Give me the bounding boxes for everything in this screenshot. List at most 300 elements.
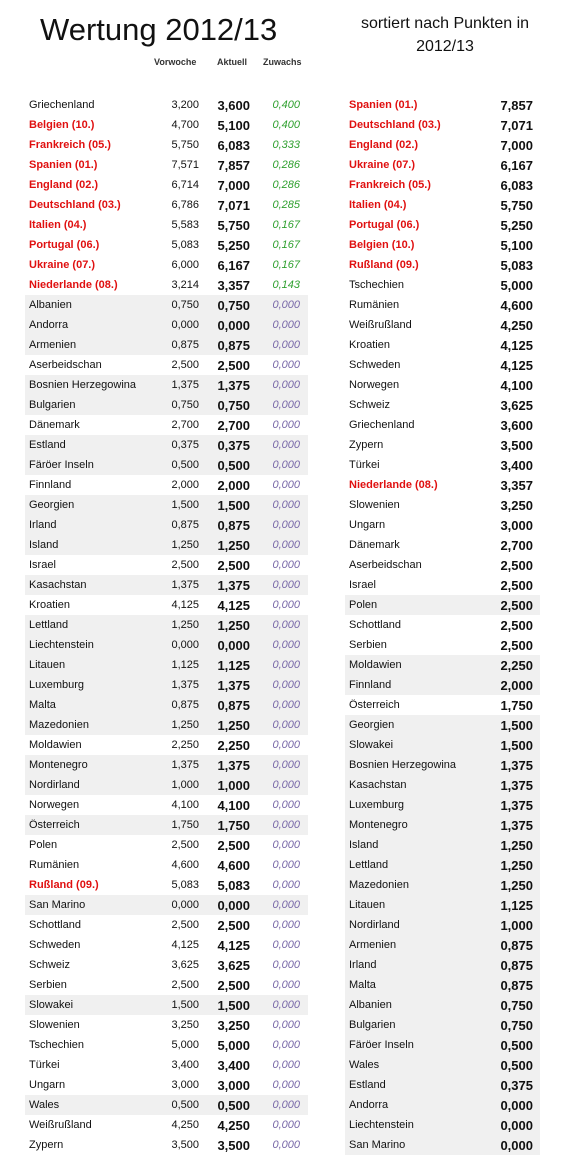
aktuell-value: 2,500: [217, 837, 250, 853]
ranking-table-weekly: [25, 95, 308, 1155]
table-row: [25, 675, 308, 695]
country-name: Tschechien: [349, 279, 405, 291]
table-row: [345, 495, 540, 515]
country-name: Polen: [29, 839, 58, 851]
points-value: 1,375: [500, 757, 533, 773]
table-row: [25, 175, 308, 195]
table-row: [345, 575, 540, 595]
table-row: [25, 815, 308, 835]
country-name: Ukraine (07.): [29, 259, 96, 271]
vorwoche-value: 2,000: [171, 479, 199, 491]
country-name: Armenien: [29, 339, 77, 351]
vorwoche-value: 1,375: [171, 759, 199, 771]
vorwoche-value: 1,250: [171, 539, 199, 551]
table-row: [345, 455, 540, 475]
vorwoche-value: 2,500: [171, 559, 199, 571]
aktuell-value: 1,250: [217, 537, 250, 553]
table-row: [25, 375, 308, 395]
country-name: Island: [29, 539, 59, 551]
table-row: [25, 1075, 308, 1095]
table-row: [345, 315, 540, 335]
table-row: [25, 655, 308, 675]
country-name: Färöer Inseln: [29, 459, 94, 471]
table-row: [25, 975, 308, 995]
table-row: [25, 135, 308, 155]
zuwachs-value: 0,000: [272, 1039, 300, 1051]
country-name: Schweden: [349, 359, 401, 371]
header-vorwoche: Vorwoche: [154, 57, 197, 67]
country-name: Andorra: [29, 319, 69, 331]
vorwoche-value: 5,083: [171, 879, 199, 891]
aktuell-value: 3,000: [217, 1077, 250, 1093]
vorwoche-value: 2,500: [171, 359, 199, 371]
points-value: 1,375: [500, 817, 533, 833]
points-value: 1,500: [500, 737, 533, 753]
aktuell-value: 0,000: [217, 897, 250, 913]
country-name: Dänemark: [29, 419, 80, 431]
country-name: Estland: [349, 1079, 386, 1091]
country-name: Rumänien: [349, 299, 400, 311]
country-name: Polen: [349, 599, 378, 611]
zuwachs-value: 0,000: [272, 419, 300, 431]
zuwachs-value: 0,000: [272, 999, 300, 1011]
points-value: 2,250: [500, 657, 533, 673]
country-name: Schweiz: [29, 959, 70, 971]
table-row: [345, 155, 540, 175]
zuwachs-value: 0,000: [272, 1079, 300, 1091]
country-name: Italien (04.): [29, 219, 87, 231]
aktuell-value: 6,167: [217, 257, 250, 273]
vorwoche-value: 4,250: [171, 1119, 199, 1131]
points-value: 1,250: [500, 877, 533, 893]
table-row: [25, 435, 308, 455]
aktuell-value: 1,375: [217, 377, 250, 393]
aktuell-value: 5,100: [217, 117, 250, 133]
country-name: Schweiz: [349, 399, 390, 411]
table-row: [25, 555, 308, 575]
zuwachs-value: 0,000: [272, 1139, 300, 1151]
table-row: [345, 615, 540, 635]
aktuell-value: 4,600: [217, 857, 250, 873]
country-name: Niederlande (08.): [349, 479, 438, 491]
aktuell-value: 1,125: [217, 657, 250, 673]
points-value: 3,625: [500, 397, 533, 413]
points-value: 1,750: [500, 697, 533, 713]
country-name: Weißrußland: [349, 319, 412, 331]
zuwachs-value: 0,400: [272, 99, 300, 111]
points-value: 6,083: [500, 177, 533, 193]
vorwoche-value: 2,250: [171, 739, 199, 751]
aktuell-value: 1,750: [217, 817, 250, 833]
vorwoche-value: 1,375: [171, 579, 199, 591]
zuwachs-value: 0,000: [272, 339, 300, 351]
aktuell-value: 0,875: [217, 517, 250, 533]
points-value: 2,500: [500, 557, 533, 573]
country-name: Rußland (09.): [29, 879, 99, 891]
country-name: Belgien (10.): [349, 239, 415, 251]
points-value: 4,125: [500, 337, 533, 353]
zuwachs-value: 0,000: [272, 879, 300, 891]
vorwoche-value: 2,500: [171, 919, 199, 931]
zuwachs-value: 0,000: [272, 1019, 300, 1031]
vorwoche-value: 0,500: [171, 459, 199, 471]
points-value: 7,000: [500, 137, 533, 153]
vorwoche-value: 4,700: [171, 119, 199, 131]
country-name: Weißrußland: [29, 1119, 92, 1131]
vorwoche-value: 0,000: [171, 899, 199, 911]
table-row: [25, 635, 308, 655]
country-name: Georgien: [29, 499, 75, 511]
table-row: [345, 335, 540, 355]
table-row: [25, 795, 308, 815]
table-row: [25, 355, 308, 375]
zuwachs-value: 0,000: [272, 439, 300, 451]
vorwoche-value: 4,600: [171, 859, 199, 871]
vorwoche-value: 3,200: [171, 99, 199, 111]
country-name: Estland: [29, 439, 66, 451]
table-row: [345, 235, 540, 255]
vorwoche-value: 4,125: [171, 939, 199, 951]
country-name: Kasachstan: [349, 779, 407, 791]
country-name: Schottland: [349, 619, 401, 631]
country-name: Georgien: [349, 719, 395, 731]
vorwoche-value: 2,500: [171, 979, 199, 991]
country-name: Litauen: [29, 659, 66, 671]
table-row: [345, 635, 540, 655]
points-value: 4,100: [500, 377, 533, 393]
country-name: Wales: [29, 1099, 60, 1111]
country-name: Kasachstan: [29, 579, 87, 591]
vorwoche-value: 7,571: [171, 159, 199, 171]
table-row: [25, 1115, 308, 1135]
aktuell-value: 0,000: [217, 317, 250, 333]
country-name: Mazedonien: [29, 719, 89, 731]
aktuell-value: 6,083: [217, 137, 250, 153]
country-name: Rußland (09.): [349, 259, 419, 271]
aktuell-value: 3,600: [217, 97, 250, 113]
points-value: 1,250: [500, 857, 533, 873]
points-value: 2,500: [500, 637, 533, 653]
vorwoche-value: 0,375: [171, 439, 199, 451]
zuwachs-value: 0,167: [272, 259, 300, 271]
points-value: 4,125: [500, 357, 533, 373]
vorwoche-value: 6,000: [171, 259, 199, 271]
points-value: 0,875: [500, 937, 533, 953]
points-value: 0,000: [500, 1117, 533, 1133]
country-name: Aserbeidschan: [349, 559, 422, 571]
vorwoche-value: 1,375: [171, 379, 199, 391]
country-name: Türkei: [349, 459, 380, 471]
page-subtitle: sortiert nach Punkten in 2012/13: [360, 15, 530, 55]
country-name: Irland: [349, 959, 377, 971]
points-value: 0,375: [500, 1077, 533, 1093]
zuwachs-value: 0,000: [272, 799, 300, 811]
table-row: [25, 475, 308, 495]
zuwachs-value: 0,000: [272, 579, 300, 591]
ranking-table-sorted: [345, 95, 540, 1155]
zuwachs-value: 0,000: [272, 659, 300, 671]
country-name: Portugal (06.): [349, 219, 420, 231]
country-name: Niederlande (08.): [29, 279, 118, 291]
table-row: [345, 595, 540, 615]
country-name: Tschechien: [29, 1039, 85, 1051]
aktuell-value: 1,375: [217, 677, 250, 693]
aktuell-value: 5,250: [217, 237, 250, 253]
vorwoche-value: 1,500: [171, 499, 199, 511]
table-row: [345, 815, 540, 835]
table-row: [25, 155, 308, 175]
country-name: Zypern: [29, 1139, 64, 1151]
points-value: 7,857: [500, 97, 533, 113]
country-name: Portugal (06.): [29, 239, 100, 251]
country-name: Malta: [29, 699, 56, 711]
country-name: Bulgarien: [349, 1019, 396, 1031]
country-name: Litauen: [349, 899, 386, 911]
page-title: Wertung 2012/13: [40, 12, 278, 47]
table-row: [345, 735, 540, 755]
vorwoche-value: 1,000: [171, 779, 199, 791]
aktuell-value: 0,750: [217, 397, 250, 413]
table-row: [25, 575, 308, 595]
country-name: Slowakei: [29, 999, 74, 1011]
country-name: San Marino: [29, 899, 86, 911]
aktuell-value: 7,071: [217, 197, 250, 213]
country-name: Italien (04.): [349, 199, 407, 211]
table-row: [345, 655, 540, 675]
country-name: Deutschland (03.): [349, 119, 441, 131]
zuwachs-value: 0,000: [272, 299, 300, 311]
table-row: [345, 1035, 540, 1055]
table-row: [345, 535, 540, 555]
points-value: 2,700: [500, 537, 533, 553]
country-name: Norwegen: [29, 799, 80, 811]
table-row: [345, 515, 540, 535]
vorwoche-value: 1,250: [171, 619, 199, 631]
country-name: Deutschland (03.): [29, 199, 121, 211]
vorwoche-value: 1,375: [171, 679, 199, 691]
table-row: [345, 935, 540, 955]
points-value: 1,000: [500, 917, 533, 933]
table-row: [25, 235, 308, 255]
aktuell-value: 7,000: [217, 177, 250, 193]
country-name: Albanien: [349, 999, 392, 1011]
points-value: 0,500: [500, 1037, 533, 1053]
table-row: [25, 255, 308, 275]
country-name: Mazedonien: [349, 879, 409, 891]
country-name: Malta: [349, 979, 376, 991]
country-name: Frankreich (05.): [29, 139, 111, 151]
aktuell-value: 1,000: [217, 777, 250, 793]
country-name: Dänemark: [349, 539, 400, 551]
points-value: 5,100: [500, 237, 533, 253]
table-row: [345, 755, 540, 775]
table-row: [345, 855, 540, 875]
table-row: [345, 675, 540, 695]
vorwoche-value: 3,625: [171, 959, 199, 971]
vorwoche-value: 4,100: [171, 799, 199, 811]
aktuell-value: 1,375: [217, 577, 250, 593]
table-row: [345, 795, 540, 815]
table-row: [25, 695, 308, 715]
table-row: [25, 995, 308, 1015]
aktuell-value: 5,000: [217, 1037, 250, 1053]
table-row: [25, 955, 308, 975]
table-row: [25, 495, 308, 515]
points-value: 5,250: [500, 217, 533, 233]
table-row: [345, 135, 540, 155]
zuwachs-value: 0,000: [272, 559, 300, 571]
country-name: San Marino: [349, 1139, 406, 1151]
vorwoche-value: 2,700: [171, 419, 199, 431]
table-row: [345, 415, 540, 435]
zuwachs-value: 0,286: [272, 179, 300, 191]
country-name: Färöer Inseln: [349, 1039, 414, 1051]
aktuell-value: 2,700: [217, 417, 250, 433]
country-name: Schweden: [29, 939, 81, 951]
zuwachs-value: 0,000: [272, 359, 300, 371]
vorwoche-value: 4,125: [171, 599, 199, 611]
country-name: Kroatien: [29, 599, 70, 611]
zuwachs-value: 0,000: [272, 379, 300, 391]
zuwachs-value: 0,333: [272, 139, 300, 151]
table-row: [345, 955, 540, 975]
country-name: Nordirland: [29, 779, 80, 791]
points-value: 1,375: [500, 797, 533, 813]
points-value: 3,500: [500, 437, 533, 453]
table-row: [345, 775, 540, 795]
country-name: Bosnien Herzegowina: [29, 379, 137, 391]
points-value: 6,167: [500, 157, 533, 173]
country-name: Slowenien: [29, 1019, 80, 1031]
table-row: [25, 835, 308, 855]
zuwachs-value: 0,286: [272, 159, 300, 171]
zuwachs-value: 0,000: [272, 479, 300, 491]
points-value: 5,083: [500, 257, 533, 273]
country-name: Slowenien: [349, 499, 400, 511]
aktuell-value: 3,400: [217, 1057, 250, 1073]
table-row: [25, 755, 308, 775]
table-row: [25, 1055, 308, 1075]
country-name: England (02.): [29, 179, 99, 191]
table-row: [345, 435, 540, 455]
aktuell-value: 4,125: [217, 597, 250, 613]
table-row: [25, 395, 308, 415]
zuwachs-value: 0,000: [272, 839, 300, 851]
points-value: 2,500: [500, 597, 533, 613]
vorwoche-value: 5,083: [171, 239, 199, 251]
points-value: 5,000: [500, 277, 533, 293]
table-row: [345, 1015, 540, 1035]
country-name: Wales: [349, 1059, 380, 1071]
aktuell-value: 1,500: [217, 497, 250, 513]
points-value: 0,750: [500, 1017, 533, 1033]
vorwoche-value: 0,500: [171, 1099, 199, 1111]
table-row: [25, 95, 308, 115]
zuwachs-value: 0,000: [272, 399, 300, 411]
table-row: [345, 195, 540, 215]
aktuell-value: 5,083: [217, 877, 250, 893]
vorwoche-value: 0,875: [171, 699, 199, 711]
aktuell-value: 0,500: [217, 1097, 250, 1113]
aktuell-value: 0,875: [217, 337, 250, 353]
aktuell-value: 2,500: [217, 357, 250, 373]
aktuell-value: 2,250: [217, 737, 250, 753]
country-name: Ungarn: [29, 1079, 66, 1091]
aktuell-value: 4,100: [217, 797, 250, 813]
table-row: [345, 295, 540, 315]
aktuell-value: 5,750: [217, 217, 250, 233]
vorwoche-value: 3,000: [171, 1079, 199, 1091]
country-name: Moldawien: [349, 659, 402, 671]
table-row: [345, 255, 540, 275]
table-row: [25, 855, 308, 875]
points-value: 1,125: [500, 897, 533, 913]
table-row: [345, 875, 540, 895]
country-name: Moldawien: [29, 739, 82, 751]
table-row: [345, 95, 540, 115]
points-value: 5,750: [500, 197, 533, 213]
country-name: Albanien: [29, 299, 72, 311]
vorwoche-value: 5,750: [171, 139, 199, 151]
table-row: [345, 355, 540, 375]
country-name: Island: [349, 839, 379, 851]
vorwoche-value: 0,000: [171, 319, 199, 331]
table-row: [25, 415, 308, 435]
aktuell-value: 0,375: [217, 437, 250, 453]
vorwoche-value: 2,500: [171, 839, 199, 851]
country-name: Lettland: [29, 619, 69, 631]
table-row: [345, 715, 540, 735]
zuwachs-value: 0,000: [272, 539, 300, 551]
country-name: Serbien: [29, 979, 67, 991]
zuwachs-value: 0,000: [272, 499, 300, 511]
country-name: Israel: [29, 559, 56, 571]
table-row: [345, 1095, 540, 1115]
zuwachs-value: 0,000: [272, 619, 300, 631]
points-value: 4,250: [500, 317, 533, 333]
table-row: [25, 1015, 308, 1035]
table-row: [25, 915, 308, 935]
table-row: [345, 555, 540, 575]
country-name: Bulgarien: [29, 399, 76, 411]
table-row: [345, 215, 540, 235]
country-name: Spanien (01.): [29, 159, 98, 171]
country-name: Schottland: [29, 919, 81, 931]
aktuell-value: 3,500: [217, 1137, 250, 1153]
zuwachs-value: 0,000: [272, 819, 300, 831]
vorwoche-value: 0,875: [171, 339, 199, 351]
aktuell-value: 7,857: [217, 157, 250, 173]
table-row: [345, 115, 540, 135]
table-row: [345, 275, 540, 295]
country-name: Lettland: [349, 859, 389, 871]
country-name: Irland: [29, 519, 57, 531]
aktuell-value: 1,500: [217, 997, 250, 1013]
vorwoche-value: 3,400: [171, 1059, 199, 1071]
aktuell-value: 3,250: [217, 1017, 250, 1033]
country-name: Finnland: [349, 679, 392, 691]
country-name: England (02.): [349, 139, 419, 151]
table-row: [25, 1135, 308, 1155]
table-row: [345, 475, 540, 495]
vorwoche-value: 1,500: [171, 999, 199, 1011]
table-row: [25, 315, 308, 335]
table-row: [25, 215, 308, 235]
zuwachs-value: 0,000: [272, 899, 300, 911]
country-name: Slowakei: [349, 739, 394, 751]
points-value: 7,071: [500, 117, 533, 133]
country-name: Luxemburg: [29, 679, 85, 691]
